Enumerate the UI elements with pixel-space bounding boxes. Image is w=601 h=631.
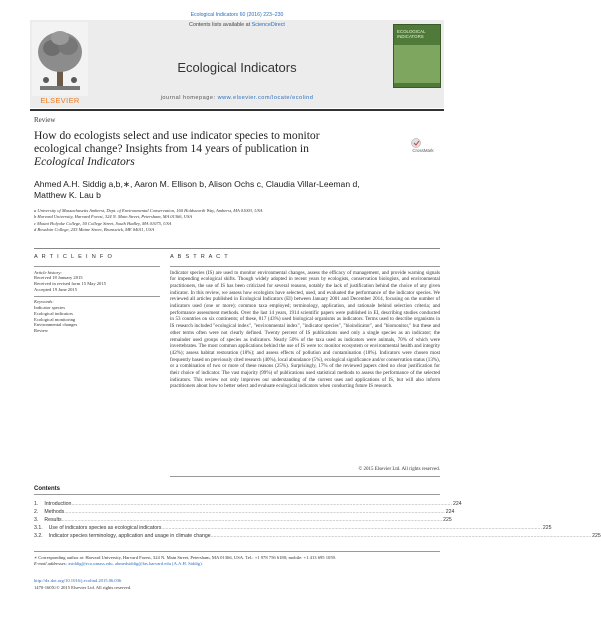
keyword: Environmental changes — [34, 322, 78, 328]
toc-page: 225 — [443, 517, 452, 523]
toc-number: 2. — [34, 509, 39, 515]
toc-leader: ........................................................................................................................................................................................................................................................................ — [71, 501, 452, 507]
abstract-copyright: © 2015 Elsevier Ltd. All rights reserved. — [358, 467, 440, 472]
author-line[interactable]: Ahmed A.H. Siddig a,b,∗, Aaron M. Ellison b, Alison Ochs c, Claudia Villar-Leeman d, — [34, 179, 360, 189]
keyword: Indicator species — [34, 304, 65, 310]
toc-leader: ........................................................................................................................................................................................................................................................................ — [210, 533, 592, 539]
email-line — [34, 561, 440, 567]
toc-number: 3. — [34, 517, 39, 523]
history-entry: Received in revised form 15 May 2015 — [34, 281, 106, 287]
author-line[interactable]: Matthew K. Lau b — [34, 190, 101, 200]
contents-available-line: Contents lists available at ScienceDirect — [189, 22, 285, 28]
header-divider — [30, 109, 444, 111]
corresponding-author-note: ∗ Corresponding author at: Harvard University, Harvard Forest, 324 N. Main Street, Petersham, MA 01366, USA. Tel.: +1 978 756 6180; mobile: +1 413 695 1059. — [34, 555, 337, 560]
abstract-text — [170, 263, 440, 390]
toc-item-results-3-2[interactable] — [34, 532, 601, 540]
abstract-body: Indicator species (IS) are used to monitor environmental changes, assess the efficacy of management, and provide warning signals for impending ecological shifts. Though widely adopted in recent years by ecologists, conservation biologists, and environmental practitioners, the use of IS has been criticized for several reasons, notably the lack of justification behind the choice of any given indicator. In this review, we assess how ecologists have selected, used, and evaluated the performance of the indicator species. We reviewed all articles published in Ecological Indicators (EI) between January 2001 and December 2014, focusing on the number of indicators used (one or more); common taxa employed; terminology, application, and rationale behind selection criteria; and performance assessment methods. Over the last 14 years, 1914 scientific papers were published in EI, describing studies conducted in 53 countries on six continents; of these, 817 (43%) used biological organisms as indicators. Terms used to describe organisms in IS research included "ecological index", "environmental index", "indicator species", "bioindicator", and "biomonitor," but these and other terms often were not clearly defined. Twenty percent of IS publications used only a single species as an indicator; the remainder used groups of species as indicators. Nearly 50% of the taxa used as indicators were animals, 70% of which were invertebrates. The most common applications behind the use of IS were to: monitor ecosystem or environmental health and integrity (42%); assess habitat restoration (18%); and assess effects of pollution and contamination (18%). Indicators were chosen most frequently based on previously cited research (40%), local abundance (5%), ecological significance and/or conservation status (13%), or a combination of two or more of these reasons (25%). Surprisingly, 17% of the reviewed papers cited no clear justification for their choice of indicator. The vast majority (99%) of publications used statistical methods to assess the performance of the selected indicators. This review not only improves our understanding of the current uses and applications of IS, but will also inform practitioners about how to better select and evaluate ecological indicators when conducting future IS research. — [170, 269, 440, 390]
title-line: How do ecologists select and use indicator species to monitor — [34, 129, 320, 142]
history-label: Article history: — [34, 269, 62, 275]
affiliations — [34, 208, 434, 234]
table-of-contents — [34, 500, 601, 540]
article-type: Review — [34, 116, 56, 124]
keyword: Ecological indicators — [34, 310, 73, 316]
toc-page: 224 — [445, 509, 455, 515]
toc-number: 1. — [34, 501, 39, 507]
toc-label: Indicator species terminology, application and usage in climate change — [48, 533, 211, 539]
toc-leader: ........................................................................................................................................................................................................................................................................ — [61, 517, 443, 523]
publisher-name: ELSEVIER — [40, 96, 80, 105]
toc-leader: ........................................................................................................................................................................................................................................................................ — [161, 525, 542, 531]
issn-line: 1470-160X/© 2015 Elsevier Ltd. All rights reserved. — [34, 585, 132, 590]
affiliation: b Harvard University, Harvard Forest, 324 N. Main Street, Petersham, MA 01366, USA — [34, 214, 192, 220]
toc-label: Use of indicators species as ecological indicators — [48, 525, 162, 531]
toc-item-methods[interactable] — [34, 508, 455, 516]
toc-page: 224 — [452, 501, 462, 507]
toc-page: 225 — [542, 525, 552, 531]
section-divider — [34, 248, 440, 249]
author-list — [34, 179, 424, 201]
contents-heading: Contents — [34, 486, 60, 492]
affiliation: a University of Massachusetts Amherst, Dept. of Environmental Conservation, 160 Holdsworth Way, Amherst, MA 01003, USA — [34, 208, 263, 213]
toc-item-results[interactable] — [34, 516, 452, 524]
abstract-heading: A B S T R A C T — [170, 254, 229, 260]
email-links[interactable]: asiddig@eco.umass.edu, ahmedsiddig@fas.harvard.edu (A.A.H. Siddig). — [68, 561, 203, 567]
keyword: Review — [34, 328, 49, 334]
crossmark-label[interactable]: CrossMark — [412, 148, 434, 153]
info-divider — [34, 266, 160, 267]
cover-title: ECOLOGICAL INDICATORS — [397, 29, 426, 39]
toc-leader: ........................................................................................................................................................................................................................................................................ — [64, 509, 445, 515]
keyword: Ecological monitoring — [34, 316, 76, 322]
keywords-label: Keywords: — [34, 299, 54, 305]
title-line: Ecological Indicators — [34, 155, 135, 169]
abstract-divider — [170, 266, 440, 267]
abstract-end-divider — [170, 476, 440, 477]
toc-label: Introduction — [44, 501, 72, 507]
footnote — [34, 555, 440, 567]
affiliation: c Mount Holyoke College, 50 College Street, South Hadley, MA 01075, USA — [34, 220, 172, 226]
toc-number: 3.1. — [34, 525, 43, 531]
footnote-divider — [34, 551, 440, 552]
article-info-heading: A R T I C L E I N F O — [34, 254, 114, 260]
info-divider — [34, 296, 160, 297]
article-info-panel — [34, 263, 160, 334]
contents-divider — [34, 494, 440, 495]
history-entry: Accepted 19 June 2015 — [34, 286, 77, 292]
journal-title: Ecological Indicators — [177, 60, 297, 75]
sciencedirect-link[interactable]: ScienceDirect — [251, 22, 285, 28]
cover-image — [394, 45, 440, 83]
toc-page: 225 — [592, 533, 601, 539]
article-title — [34, 129, 394, 169]
history-entry: Received 18 January 2015 — [34, 275, 83, 281]
elsevier-tree-logo — [32, 22, 88, 96]
toc-label: Results — [44, 517, 62, 523]
doi-link[interactable]: http://dx.doi.org/10.1016/j.ecolind.2015.06.036 — [34, 578, 122, 583]
journal-reference[interactable]: Ecological Indicators 60 (2016) 223–230 — [190, 12, 284, 18]
title-line: ecological change? Insights from 14 years of publication in — [34, 142, 309, 156]
email-label: E-mail addresses: — [34, 561, 69, 567]
toc-item-results-3-1[interactable] — [34, 524, 552, 532]
affiliation: d Bowdoin College, 255 Maine Street, Brunswick, ME 04011, USA — [34, 227, 155, 233]
journal-cover-thumbnail — [393, 24, 441, 88]
journal-homepage: journal homepage: www.elsevier.com/locate/ecolind — [160, 95, 314, 101]
toc-number: 3.2. — [34, 533, 43, 539]
toc-label: Methods — [44, 509, 65, 515]
toc-item-introduction[interactable] — [34, 500, 462, 508]
homepage-link[interactable]: www.elsevier.com/locate/ecolind — [217, 95, 314, 101]
